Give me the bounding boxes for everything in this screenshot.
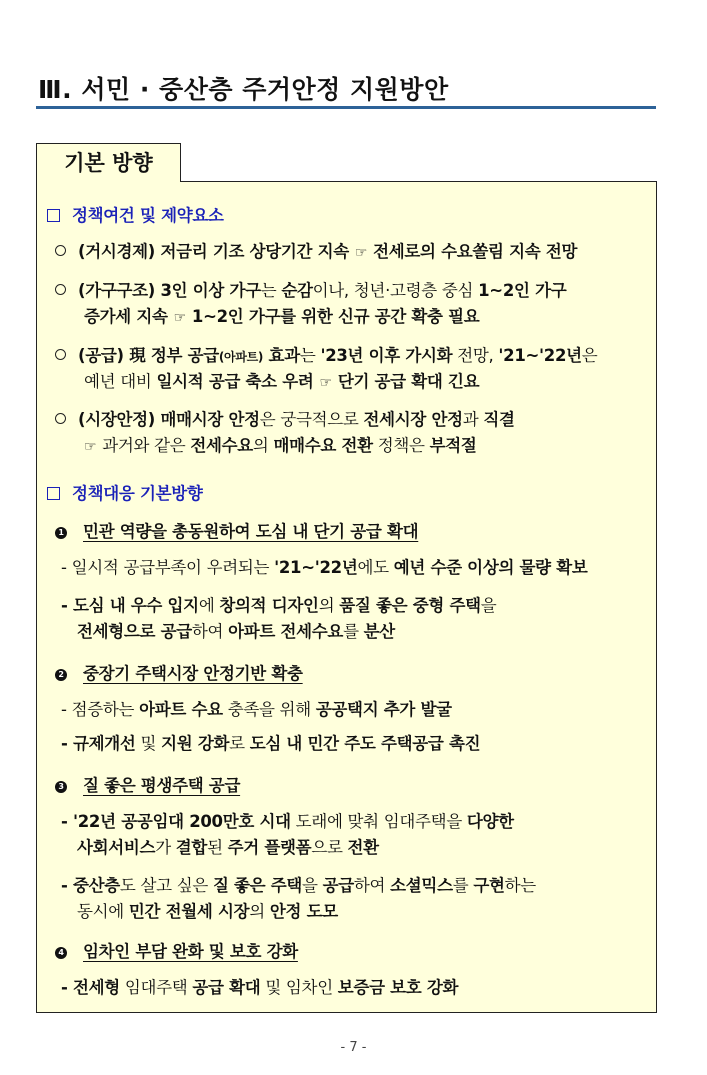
page-number: - 7 - [340,1040,367,1055]
numbered-item-4: 4 임차인 부담 완화 및 보호 강화 [55,938,298,962]
section-header-constraints: 정책여건 및 제약요소 [47,202,224,226]
detail-4-1: - 전세형 임대주택 공급 확대 및 임차인 보증금 보호 강화 [61,978,459,997]
bullet-household: (가구구조) 3인 이상 가구는 순감이나, 청년·고령층 중심 1~2인 가구 [55,277,566,301]
bullet-market: (시장안정) 매매시장 안정은 궁극적으로 전세시장 안정과 직결 [55,406,515,430]
square-bullet-icon [47,209,60,222]
detail-3-1-cont: 사회서비스가 결합된 주거 플랫폼으로 전환 [77,838,379,857]
detail-2-1: - 점증하는 아파트 수요 충족을 위해 공공택지 추가 발굴 [61,700,452,719]
pointing-hand-icon: ☞ [173,310,186,326]
number-3-icon: 3 [55,781,67,793]
circle-bullet-icon [55,349,66,360]
bullet-household-cont: 증가세 지속 ☞ 1~2인 가구를 위한 신규 공간 확충 필요 [84,307,480,326]
pointing-hand-icon: ☞ [319,375,332,391]
detail-3-2-cont: 동시에 민간 전월세 시장의 안정 도모 [77,902,338,921]
detail-3-2: - 중산층도 살고 싶은 질 좋은 주택을 공급하여 소셜믹스를 구현하는 [61,876,536,895]
pointing-hand-icon: ☞ [354,245,368,261]
pointing-hand-icon: ☞ [84,439,97,455]
title-underline [36,106,656,109]
numbered-item-2: 2 중장기 주택시장 안정기반 확충 [55,660,303,684]
detail-1-2: - 도심 내 우수 입지에 창의적 디자인의 품질 좋은 중형 주택을 [61,596,497,615]
bullet-market-cont: ☞ 과거와 같은 전세수요의 매매수요 전환 정책은 부적절 [84,436,477,455]
content-box [36,181,657,1013]
circle-bullet-icon [55,413,66,424]
page-title: Ⅲ. 서민 · 중산층 주거안정 지원방안 [38,75,449,104]
bullet-macro: (거시경제) 저금리 기조 상당기간 지속 ☞ 전세로의 수요쏠림 지속 전망 [55,238,577,262]
bullet-supply: (공급) 現 정부 공급(아파트) 효과는 '23년 이후 가시화 전망, '21~'22년은 [55,342,597,366]
number-1-icon: 1 [55,527,67,539]
circle-bullet-icon [55,284,66,295]
circle-bullet-icon [55,245,66,256]
numbered-item-3: 3 질 좋은 평생주택 공급 [55,772,240,796]
number-2-icon: 2 [55,669,67,681]
detail-2-2: - 규제개선 및 지원 강화로 도심 내 민간 주도 주택공급 촉진 [61,734,481,753]
bullet-supply-cont: 예년 대비 일시적 공급 축소 우려 ☞ 단기 공급 확대 긴요 [84,372,480,391]
detail-1-2-cont: 전세형으로 공급하여 아파트 전세수요를 분산 [77,622,395,641]
number-4-icon: 4 [55,947,67,959]
numbered-item-1: 1 민관 역량을 총동원하여 도심 내 단기 공급 확대 [55,518,418,542]
section-tab: 기본 방향 [36,143,181,182]
square-bullet-icon [47,487,60,500]
detail-1-1: - 일시적 공급부족이 우려되는 '21~'22년에도 예년 수준 이상의 물량 확보 [61,558,588,577]
detail-3-1: - '22년 공공임대 200만호 시대 도래에 맞춰 임대주택을 다양한 [61,812,514,831]
section-header-response: 정책대응 기본방향 [47,480,203,504]
